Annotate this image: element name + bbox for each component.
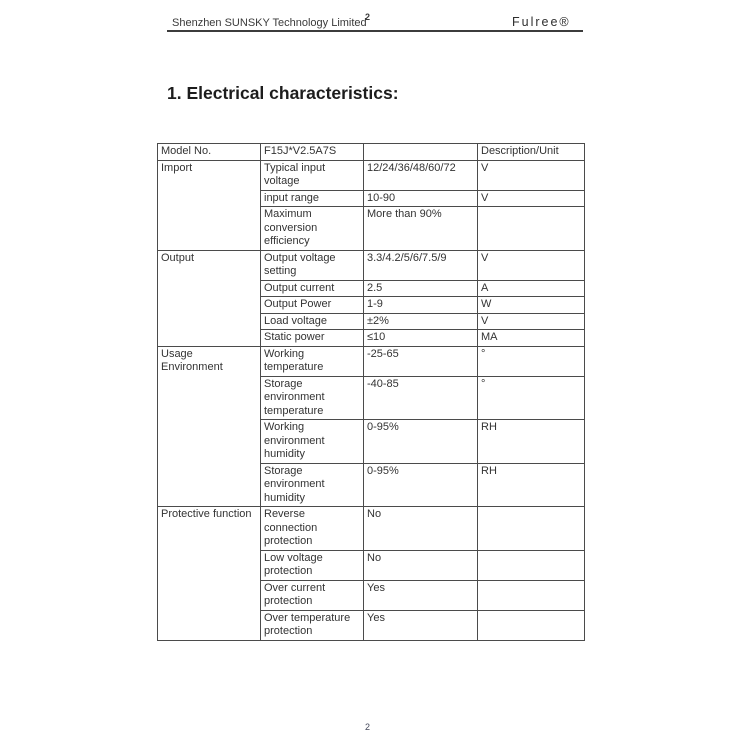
group-cell: Protective function	[158, 507, 261, 641]
header-rule	[167, 30, 583, 32]
param-cell: Maximum conversion efficiency	[261, 207, 364, 251]
param-cell: Low voltage protection	[261, 550, 364, 580]
value-cell: -40-85	[364, 376, 478, 420]
value-cell: 0-95%	[364, 420, 478, 464]
unit-cell: °	[478, 346, 585, 376]
param-cell: Over temperature protection	[261, 610, 364, 640]
table-row	[158, 160, 585, 190]
value-cell: 0-95%	[364, 463, 478, 507]
unit-cell: °	[478, 376, 585, 420]
param-cell: Static power	[261, 330, 364, 347]
param-cell: Working temperature	[261, 346, 364, 376]
header-superscript: 2	[365, 12, 371, 22]
value-cell: 10-90	[364, 190, 478, 207]
unit-cell: V	[478, 190, 585, 207]
param-cell: Storage environment temperature	[261, 376, 364, 420]
value-cell: More than 90%	[364, 207, 478, 251]
unit-cell	[478, 207, 585, 251]
value-cell: 3.3/4.2/5/6/7.5/9	[364, 250, 478, 280]
header-model-value: F15J*V2.5A7S	[261, 144, 364, 161]
group-cell: Usage Environment	[158, 346, 261, 507]
unit-cell	[478, 610, 585, 640]
value-cell: 12/24/36/48/60/72	[364, 160, 478, 190]
param-cell: Load voltage	[261, 313, 364, 330]
unit-cell: MA	[478, 330, 585, 347]
unit-cell	[478, 507, 585, 551]
param-cell: Storage environment humidity	[261, 463, 364, 507]
value-cell: No	[364, 507, 478, 551]
value-cell: ±2%	[364, 313, 478, 330]
table-row	[158, 346, 585, 376]
table-header-row	[158, 144, 585, 161]
value-cell: -25-65	[364, 346, 478, 376]
unit-cell: V	[478, 250, 585, 280]
value-cell: Yes	[364, 580, 478, 610]
table-row	[158, 250, 585, 280]
header-description-unit: Description/Unit	[478, 144, 585, 161]
group-cell: Import	[158, 160, 261, 250]
value-cell: ≤10	[364, 330, 478, 347]
param-cell: Typical input voltage	[261, 160, 364, 190]
value-cell: Yes	[364, 610, 478, 640]
param-cell: Reverse connection protection	[261, 507, 364, 551]
electrical-characteristics-table	[157, 143, 585, 641]
unit-cell: W	[478, 297, 585, 314]
param-cell: Working environment humidity	[261, 420, 364, 464]
brand-logo: Fulree®	[512, 15, 571, 29]
table-row	[158, 507, 585, 551]
value-cell: 2.5	[364, 280, 478, 297]
header-empty	[364, 144, 478, 161]
unit-cell	[478, 550, 585, 580]
section-title: 1. Electrical characteristics:	[167, 83, 399, 103]
unit-cell	[478, 580, 585, 610]
unit-cell: RH	[478, 420, 585, 464]
unit-cell: V	[478, 160, 585, 190]
param-cell: Output Power	[261, 297, 364, 314]
unit-cell: A	[478, 280, 585, 297]
param-cell: Output voltage setting	[261, 250, 364, 280]
unit-cell: V	[478, 313, 585, 330]
page-number: 2	[365, 722, 371, 732]
param-cell: Over current protection	[261, 580, 364, 610]
group-cell: Output	[158, 250, 261, 346]
unit-cell: RH	[478, 463, 585, 507]
param-cell: Output current	[261, 280, 364, 297]
company-name: Shenzhen SUNSKY Technology Limited	[172, 17, 367, 29]
value-cell: 1-9	[364, 297, 478, 314]
value-cell: No	[364, 550, 478, 580]
header-model-no: Model No.	[158, 144, 261, 161]
param-cell: input range	[261, 190, 364, 207]
